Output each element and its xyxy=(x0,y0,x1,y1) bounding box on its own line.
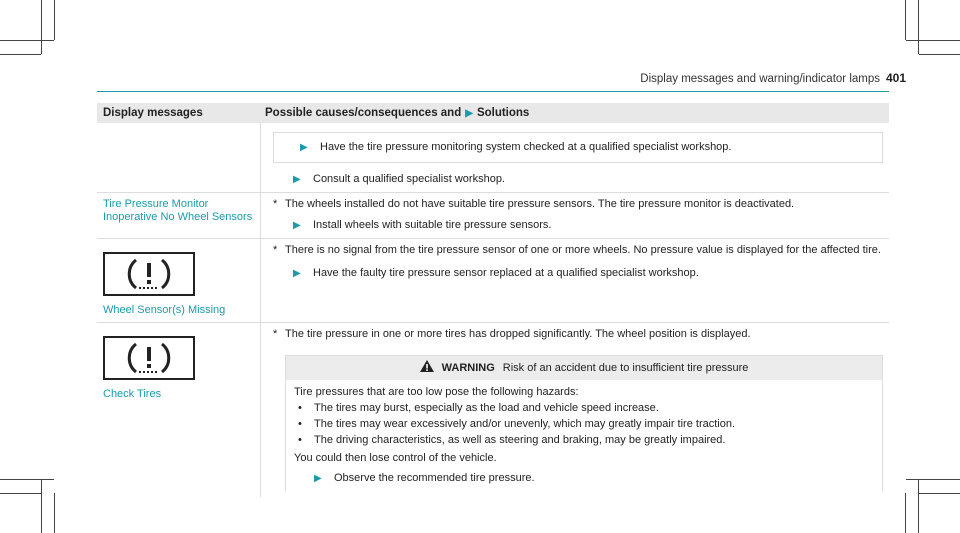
boxed-step xyxy=(273,132,883,163)
crop-mark xyxy=(918,0,919,54)
warning-intro: Tire pressures that are too low pose the following hazards: xyxy=(294,386,579,398)
display-message-text: Tire Pressure Monitor Inoperative No Wheel Sensors xyxy=(103,198,253,223)
arrow-right-icon: ▶ xyxy=(300,142,308,153)
solution-step xyxy=(273,219,883,232)
warning-header xyxy=(286,356,882,380)
bullet-icon: • xyxy=(298,418,302,430)
section-title: Display messages and warning/indicator lamps xyxy=(640,73,880,85)
solution-cell xyxy=(261,239,889,322)
crop-mark xyxy=(919,493,960,494)
solution-cell xyxy=(261,193,889,238)
cause-text-content: The wheels installed do not have suitable tire pressure sensors. The tire pressure monitor is deactivated. xyxy=(285,198,795,210)
table-row xyxy=(97,193,889,239)
arrow-right-icon: ▶ xyxy=(314,473,322,484)
warning-label: WARNING xyxy=(441,361,495,374)
step-text: Have the tire pressure monitoring system checked at a qualified specialist workshop. xyxy=(320,141,732,153)
crop-mark xyxy=(906,40,960,41)
display-message-text: Wheel Sensor(s) Missing xyxy=(103,304,226,316)
column-header-messages: Display messages xyxy=(103,107,203,119)
solution-cell xyxy=(261,123,889,192)
asterisk-icon: * xyxy=(273,244,278,256)
solution-step xyxy=(280,141,876,154)
step-text: Have the faulty tire pressure sensor replaced at a qualified specialist workshop. xyxy=(313,267,699,279)
solution-cell xyxy=(261,323,889,497)
crop-mark xyxy=(0,493,41,494)
list-item-text: The tires may wear excessively and/or unevenly, which may greatly impair tire traction. xyxy=(314,418,736,430)
list-item xyxy=(294,418,874,431)
crop-mark xyxy=(905,0,906,40)
solution-step xyxy=(273,267,883,280)
crop-mark xyxy=(54,0,55,40)
column-header-solutions-label: Solutions xyxy=(476,107,530,119)
message-cell xyxy=(97,323,261,497)
warning-box xyxy=(285,355,883,491)
crop-mark xyxy=(918,479,919,533)
crop-mark xyxy=(0,479,54,480)
crop-mark xyxy=(54,493,55,533)
page-number: 401 xyxy=(885,71,906,85)
bullet-icon: • xyxy=(298,434,302,446)
list-item-text: The tires may burst, especially as the load and vehicle speed increase. xyxy=(314,402,659,414)
cause-text xyxy=(273,328,883,341)
crop-mark xyxy=(906,479,960,480)
crop-mark xyxy=(0,40,54,41)
display-messages-table xyxy=(97,103,889,497)
crop-mark xyxy=(905,493,906,533)
arrow-right-icon: ▶ xyxy=(293,268,301,279)
message-cell xyxy=(97,193,261,238)
list-item xyxy=(294,434,874,447)
table-row xyxy=(97,323,889,497)
crop-mark xyxy=(0,54,41,55)
cause-text xyxy=(273,244,883,257)
cause-text xyxy=(273,198,883,211)
arrow-right-icon: ▶ xyxy=(465,107,473,119)
step-text: Observe the recommended tire pressure. xyxy=(334,472,535,484)
step-text: Consult a qualified specialist workshop. xyxy=(313,173,505,185)
tire-pressure-warning-icon xyxy=(103,336,195,380)
cause-text-content: There is no signal from the tire pressure sensor of one or more wheels. No pressure value is displayed for the affected tire. xyxy=(285,244,881,256)
tire-pressure-warning-icon xyxy=(103,252,195,296)
warning-title: Risk of an accident due to insufficient tire pressure xyxy=(502,361,749,374)
solution-step xyxy=(273,173,883,186)
display-message-text: Check Tires xyxy=(103,388,162,400)
asterisk-icon: * xyxy=(273,328,278,340)
cause-text-content: The tire pressure in one or more tires has dropped significantly. The wheel position is displayed. xyxy=(285,328,751,340)
warning-outro: You could then lose control of the vehicle. xyxy=(294,452,497,464)
solution-step xyxy=(294,472,874,485)
step-text: Install wheels with suitable tire pressure sensors. xyxy=(313,219,552,231)
list-item xyxy=(294,402,874,415)
column-header-causes xyxy=(261,107,889,119)
arrow-right-icon: ▶ xyxy=(293,174,301,185)
table-header xyxy=(97,103,889,123)
arrow-right-icon: ▶ xyxy=(293,220,301,231)
crop-mark xyxy=(919,54,960,55)
table-row xyxy=(97,123,889,193)
list-item-text: The driving characteristics, as well as steering and braking, may be greatly impaired. xyxy=(314,434,726,446)
column-header-causes-label: Possible causes/consequences and xyxy=(265,107,462,119)
table-row xyxy=(97,239,889,323)
crop-mark xyxy=(41,0,42,54)
asterisk-icon: * xyxy=(273,198,278,210)
crop-mark xyxy=(41,479,42,533)
bullet-icon: • xyxy=(298,402,302,414)
warning-body xyxy=(286,380,882,491)
warning-triangle-icon xyxy=(420,360,434,376)
message-cell xyxy=(97,239,261,322)
header-divider xyxy=(97,91,889,92)
message-cell xyxy=(97,123,261,192)
